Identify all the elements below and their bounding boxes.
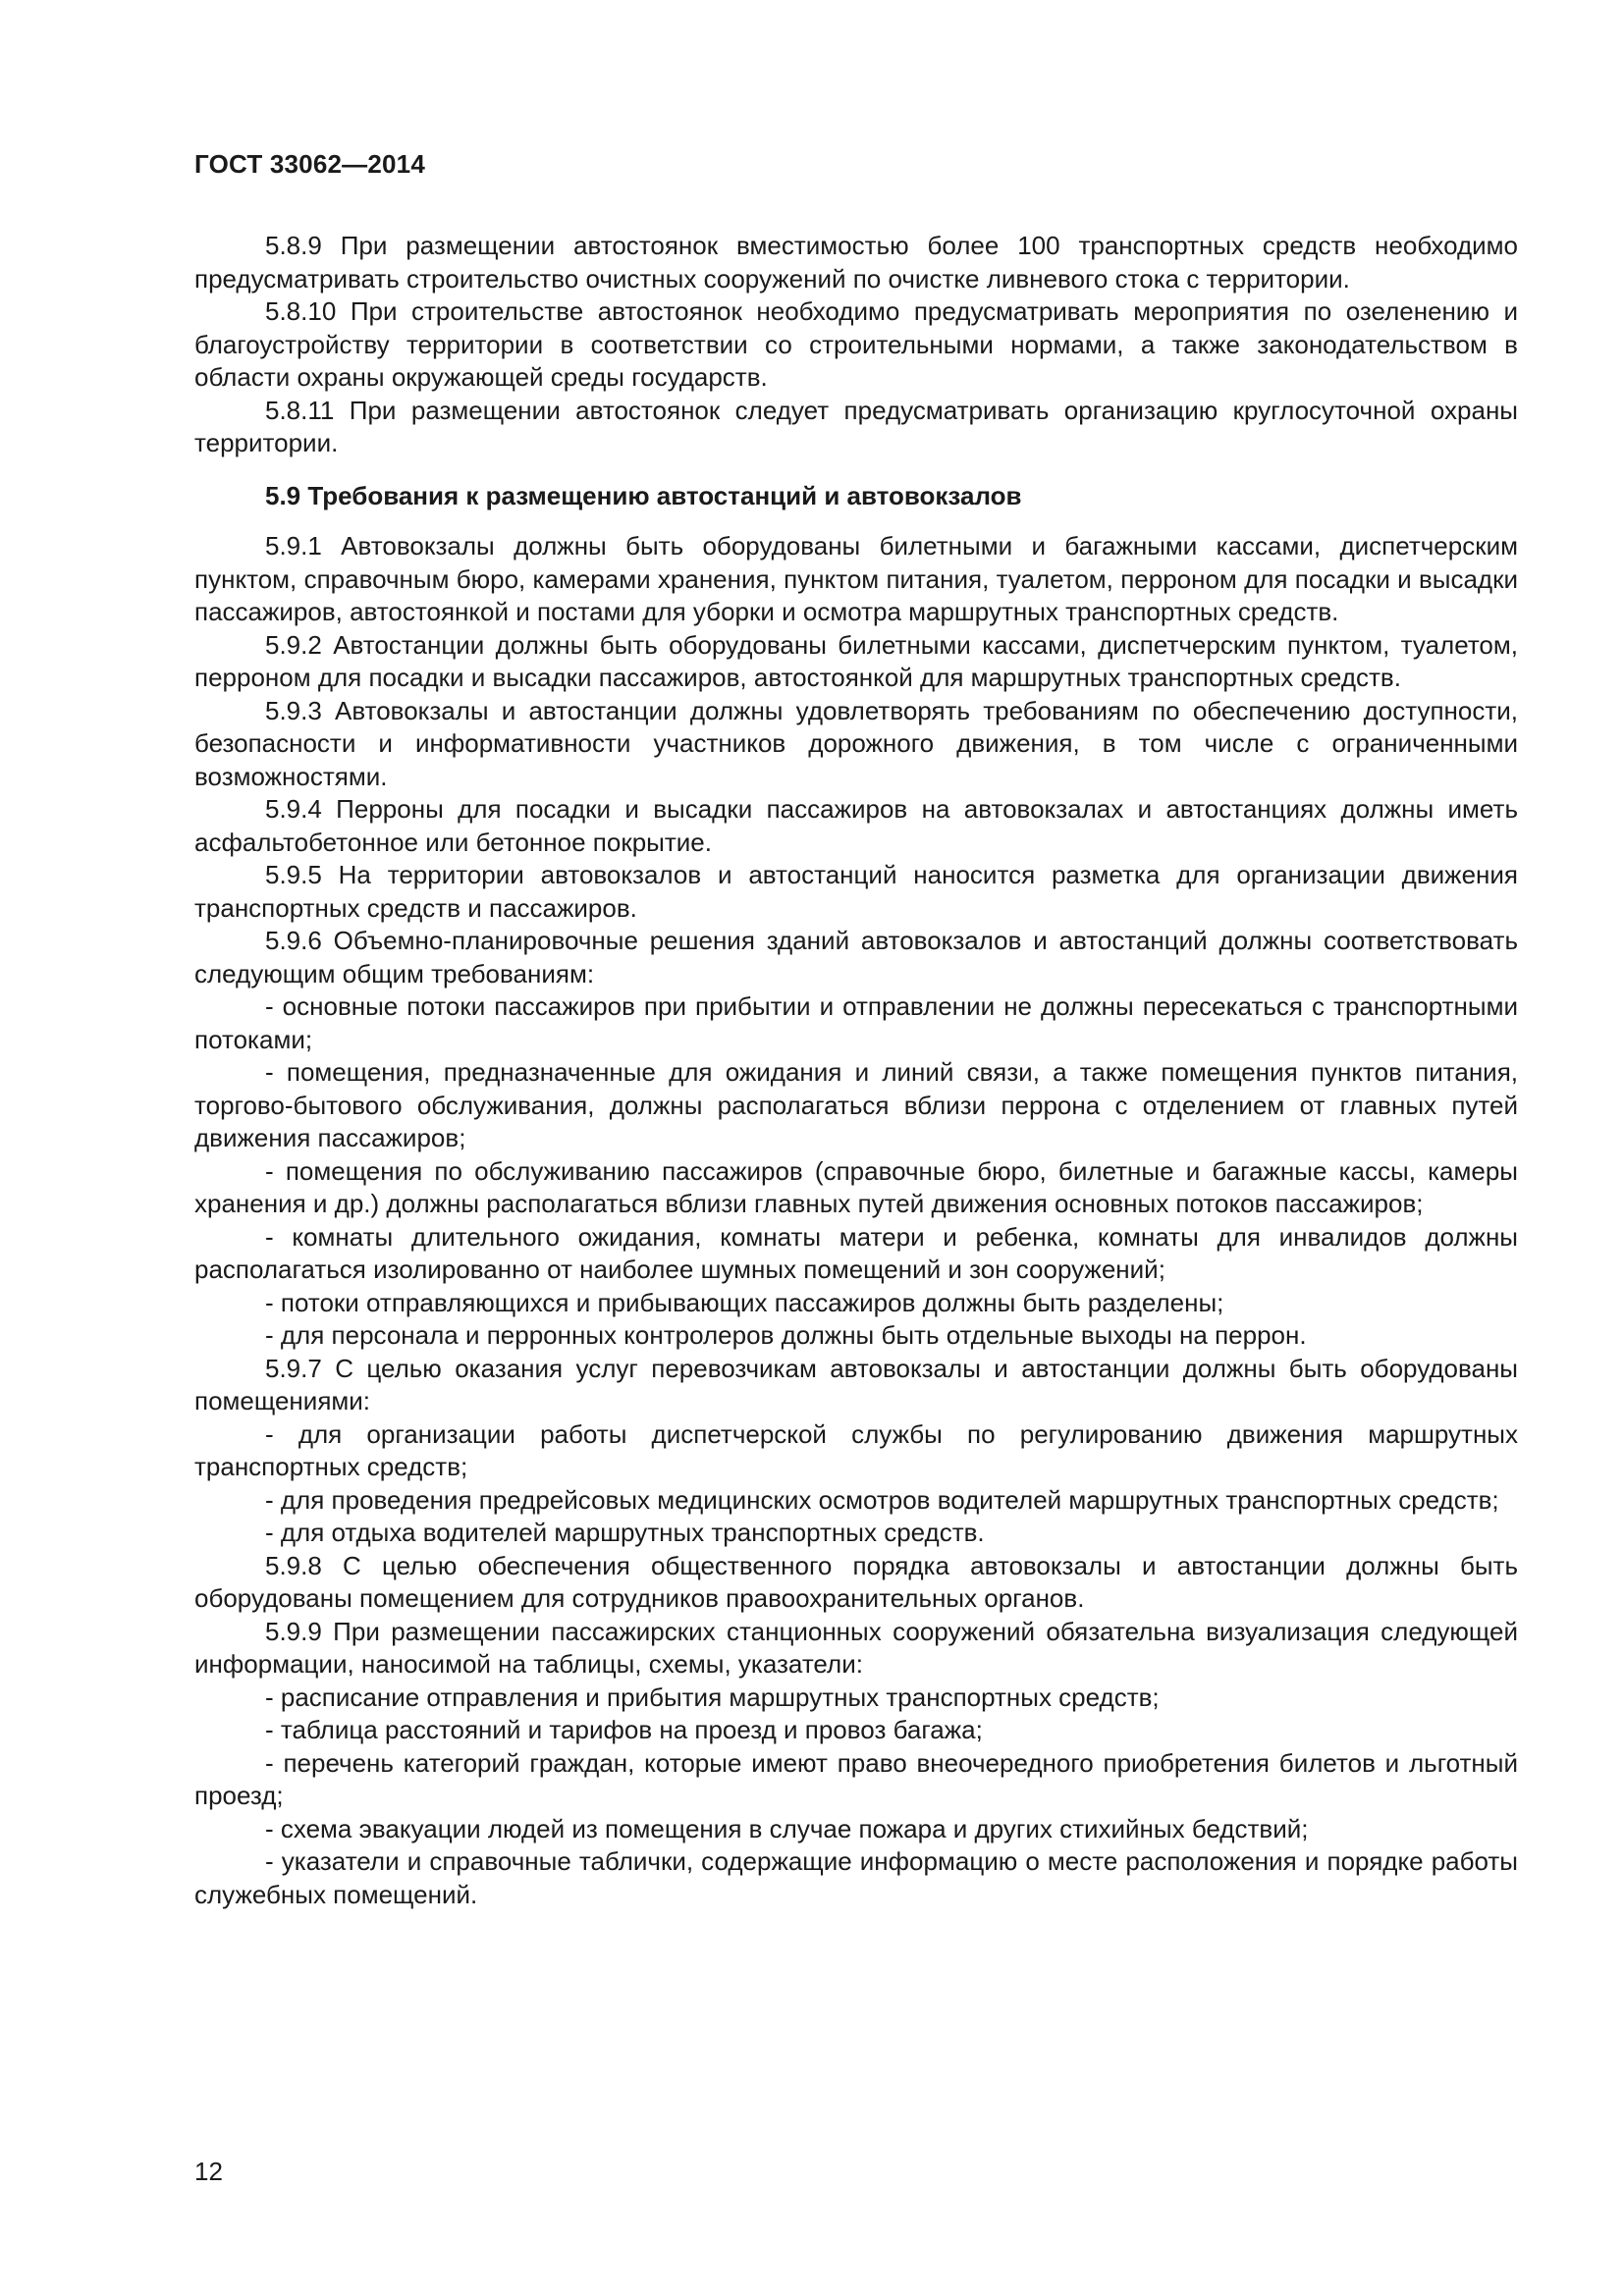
list-item: - помещения по обслуживанию пассажиров (справочные бюро, билетные и багажные кассы, камеры хранения и др.) должны располагаться вблизи главных путей движения основных потоков пассажиров; — [194, 1155, 1518, 1218]
document-header: ГОСТ 33062—2014 — [194, 149, 425, 179]
list-item: - комнаты длительного ожидания, комнаты матери и ребенка, комнаты для инвалидов должны располагаться изолированно от наиболее шумных помещений и зон сооружений; — [194, 1221, 1518, 1284]
list-item: - для проведения предрейсовых медицинских осмотров водителей маршрутных транспортных средств; — [265, 1484, 1499, 1515]
paragraph-5-9-1: 5.9.1 Автовокзалы должны быть оборудованы билетными и багажными кассами, диспетчерским пунктом, справочным бюро, камерами хранения, пунктом питания, туалетом, перроном для посадки и высадки пассажиров, автостоянкой и постами для уборки и осмотра маршрутных транспортных средств. — [194, 531, 1518, 626]
paragraph-5-9-5: 5.9.5 На территории автовокзалов и автостанций наносится разметка для организации движения транспортных средств и пассажиров. — [194, 860, 1518, 923]
paragraph-5-8-10: 5.8.10 При строительстве автостоянок необходимо предусматривать мероприятия по озеленению и благоустройству территории в соответствии со строительными нормами, а также законодательством в области охраны окружающей среды государств. — [194, 296, 1518, 392]
list-item: - основные потоки пассажиров при прибытии и отправлении не должны пересекаться с транспортными потоками; — [194, 991, 1518, 1054]
paragraph-5-9-3: 5.9.3 Автовокзалы и автостанции должны удовлетворять требованиям по обеспечению доступности, безопасности и информативности участников дорожного движения, в том числе с ограниченными возможностями. — [194, 695, 1518, 791]
paragraph-5-9-6: 5.9.6 Объемно-планировочные решения зданий автовокзалов и автостанций должны соответствовать следующим общим требованиям: — [194, 926, 1518, 988]
list-item: - перечень категорий граждан, которые имеют право внеочередного приобретения билетов и льготный проезд; — [194, 1747, 1518, 1810]
list-item: - потоки отправляющихся и прибывающих пассажиров должны быть разделены; — [265, 1287, 1224, 1317]
paragraph-5-8-9: 5.8.9 При размещении автостоянок вместимостью более 100 транспортных средств необходимо предусматривать строительство очистных сооружений по очистке ливневого стока с территории. — [194, 231, 1518, 294]
list-item: - схема эвакуации людей из помещения в случае пожара и других стихийных бедствий; — [265, 1813, 1309, 1843]
list-item: - для отдыха водителей маршрутных транспортных средств. — [265, 1518, 985, 1547]
list-item: - для организации работы диспетчерской службы по регулированию движения маршрутных транспортных средств; — [194, 1418, 1518, 1481]
paragraph-5-9-2: 5.9.2 Автостанции должны быть оборудованы билетными кассами, диспетчерским пунктом, туалетом, перроном для посадки и высадки пассажиров, автостоянкой для маршрутных транспортных средств. — [194, 629, 1518, 692]
list-item: - помещения, предназначенные для ожидания и линий связи, а также помещения пунктов питания, торгово-бытового обслуживания, должны располагаться вблизи перрона с отделением от главных путей движения пассажиров; — [194, 1057, 1518, 1152]
paragraph-5-9-7: 5.9.7 С целью оказания услуг перевозчикам автовокзалы и автостанции должны быть оборудованы помещениями: — [194, 1353, 1518, 1415]
paragraph-5-9-4: 5.9.4 Перроны для посадки и высадки пассажиров на автовокзалах и автостанциях должны иметь асфальтобетонное или бетонное покрытие. — [194, 794, 1518, 857]
list-item: - расписание отправления и прибытия маршрутных транспортных средств; — [265, 1682, 1160, 1712]
list-item: - для персонала и перронных контролеров должны быть отдельные выходы на перрон. — [265, 1320, 1307, 1350]
list-item: - указатели и справочные таблички, содержащие информацию о месте расположения и порядке работы служебных помещений. — [194, 1846, 1518, 1909]
paragraph-5-9-9: 5.9.9 При размещении пассажирских станционных сооружений обязательна визуализация следующей информации, наносимой на таблицы, схемы, указатели: — [194, 1616, 1518, 1679]
document-body — [194, 230, 1518, 1911]
page-number: 12 — [194, 2157, 223, 2186]
list-item: - таблица расстояний и тарифов на проезд и провоз багажа; — [265, 1715, 983, 1744]
document-page — [194, 147, 1518, 1911]
paragraph-5-8-11: 5.8.11 При размещении автостоянок следует предусматривать организацию круглосуточной охраны территории. — [194, 395, 1518, 457]
section-title-5-9: 5.9 Требования к размещению автостанций и автовокзалов — [265, 480, 1022, 510]
paragraph-5-9-8: 5.9.8 С целью обеспечения общественного порядка автовокзалы и автостанции должны быть оборудованы помещением для сотрудников правоохранительных органов. — [194, 1550, 1518, 1613]
